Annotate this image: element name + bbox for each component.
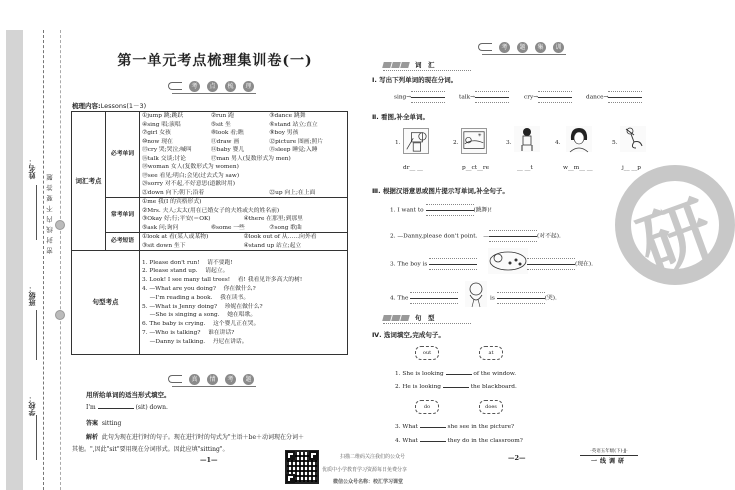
q4-sentence xyxy=(395,384,517,390)
word-item: ⑰man 男人(复数形式为 men) xyxy=(210,155,291,162)
phrase-item: ③sit down 坐下 xyxy=(142,242,186,249)
choice-cloud: out xyxy=(415,346,439,360)
answer-line[interactable] xyxy=(475,91,509,103)
table-row xyxy=(72,251,348,355)
answer-blank[interactable] xyxy=(420,427,446,428)
word-item: ⑦song 歌曲 xyxy=(269,224,302,231)
q4-sentence xyxy=(395,371,516,377)
sentence-text: 3. The boy is xyxy=(390,261,428,268)
cut-line xyxy=(60,30,61,490)
banner-exam-practice xyxy=(478,40,564,54)
summary-value: Lessons(1－3) xyxy=(100,102,147,110)
banner-underline xyxy=(172,93,256,94)
q3-sentence xyxy=(390,258,477,270)
sentence-item: 4. —What are you doing? 你在做什么? xyxy=(142,285,256,292)
sentence-text: 1. I want to xyxy=(390,207,424,214)
q1-item xyxy=(459,91,509,103)
sentence-text: 4. The xyxy=(390,295,409,302)
svg-text:✳: ✳ xyxy=(477,133,482,139)
answer-line[interactable] xyxy=(426,204,474,216)
word-hint: dr__ __ xyxy=(403,165,423,171)
sentence-item: 6. The baby is crying. 这个婴儿正在哭。 xyxy=(142,321,260,328)
phrase-item: ④stand up 站立;起立 xyxy=(243,242,302,249)
crying-baby-image xyxy=(465,281,487,307)
sentence-item: —Danny is talking. 丹尼在讲话。 xyxy=(142,338,248,345)
banner-char: 真 xyxy=(189,374,200,385)
watermark-icon: 研 xyxy=(627,185,725,290)
summary-line xyxy=(72,101,146,110)
tag-blocks-icon xyxy=(383,62,409,68)
q3-sentence xyxy=(390,292,458,304)
brand-block xyxy=(580,448,638,465)
word-item: ⑪draw 画 xyxy=(210,138,240,145)
pic-number: 2. xyxy=(453,140,459,146)
word-item: ㉒up 向上;在上面 xyxy=(269,189,316,196)
section-vocab xyxy=(383,60,471,69)
sentence-text: (对不起). xyxy=(537,233,561,240)
school-field[interactable] xyxy=(36,415,37,460)
brand-name: 一线调研 xyxy=(590,458,627,465)
word-item: ⑤sit 坐 xyxy=(210,121,231,128)
word-hint: __ __t xyxy=(517,165,533,171)
sentence-text: 2. —Danny,please don't point. — xyxy=(390,233,490,240)
word-item: ④there 在那里;到那里 xyxy=(243,216,303,222)
sentence-item: —She is singing a song. 她在唱歌。 xyxy=(142,312,257,319)
banner-char: 情 xyxy=(207,374,218,385)
school-label: 学校： xyxy=(28,395,36,416)
q4-sentence xyxy=(395,438,523,444)
banner-char: 题 xyxy=(517,42,528,53)
q4-sentence xyxy=(395,424,514,430)
sentence-text: is xyxy=(490,295,495,302)
analysis-text: 其他。",因此"sit"要用现在分词形式。因此应填"sitting"。 xyxy=(72,446,229,453)
answer-value: sitting xyxy=(101,420,122,427)
choice-cloud: does xyxy=(479,400,503,414)
q1-word: cry→ xyxy=(524,94,539,101)
section-title: 词 汇 xyxy=(415,61,435,69)
sentence-text: the blackboard. xyxy=(470,384,517,390)
word-item: ⑭baby 婴儿 xyxy=(210,147,245,153)
banner-arrow-icon xyxy=(478,43,492,51)
answer-blank[interactable] xyxy=(446,374,472,375)
qr-finder xyxy=(286,451,295,460)
choice-cloud: at xyxy=(479,346,503,360)
word-item: ①me 我(I 的宾格形式) xyxy=(142,199,202,205)
sentences-cell xyxy=(140,251,348,355)
knowledge-table xyxy=(71,111,348,355)
jumping-boy-image xyxy=(620,126,646,152)
binding-hole xyxy=(55,310,65,320)
table-row xyxy=(72,112,348,198)
must-words-cell xyxy=(140,112,348,198)
drawing-boy-image xyxy=(403,128,429,154)
phrase-item: ①look at 看(某人或某物) xyxy=(142,234,209,240)
seal-notice: 密封线内不要答题 xyxy=(46,170,54,254)
picture-image xyxy=(461,128,487,154)
word-item: ⑱woman 女人(复数形式为 women) xyxy=(142,164,239,170)
pic-number: 3. xyxy=(506,140,512,146)
sentence-text: she see in the picture? xyxy=(447,424,515,430)
tag-blocks-icon xyxy=(383,315,409,321)
exam-analysis xyxy=(86,432,304,441)
exam-question xyxy=(86,404,168,411)
sentence-item: 7. —Who is talking? 谁在讲话? xyxy=(142,329,235,336)
sentence-item: 2. Please stand up. 请起立。 xyxy=(142,268,229,275)
answer-line[interactable] xyxy=(497,292,545,304)
sentence-text: 1. She is looking xyxy=(395,371,444,377)
word-item: ③Okay 好;行;平安(＝OK) xyxy=(142,216,211,222)
answer-line[interactable] xyxy=(538,91,572,103)
brand-subtitle: ·英语五年级(下)·JJ· xyxy=(580,448,638,456)
exam-answer xyxy=(86,418,121,427)
section-title: 句 型 xyxy=(415,314,435,322)
word-item: ⑤ask 问;询问 xyxy=(142,224,179,231)
qr-finder xyxy=(286,474,295,483)
q2-title: Ⅱ. 看图,补全单词。 xyxy=(372,113,429,121)
answer-line[interactable] xyxy=(411,91,445,103)
sitting-girl-image xyxy=(514,126,540,152)
word-item: ⑥stand 站立;直立 xyxy=(269,121,318,128)
class-label: 班级： xyxy=(28,285,36,306)
word-item: ⑲see 看见;明白;会见(过去式为 saw) xyxy=(142,172,240,179)
banner-char: 点 xyxy=(207,81,218,92)
answer-blank[interactable] xyxy=(420,441,446,442)
table-row xyxy=(72,198,348,233)
word-item: ⑨boy 男孩 xyxy=(269,130,299,136)
sleeping-boy-image xyxy=(488,248,528,274)
banner-char: 训 xyxy=(553,42,564,53)
question-text: I'm xyxy=(86,404,96,411)
sentence-text: (现在). xyxy=(575,261,593,268)
sentence-text: 3. What xyxy=(395,424,418,430)
question-text: (sit) down. xyxy=(135,404,168,411)
banner-char: 考 xyxy=(189,81,200,92)
table-row xyxy=(72,233,348,251)
binding-strip xyxy=(6,30,23,490)
banner-char: 集 xyxy=(535,42,546,53)
page-number: —1— xyxy=(200,456,218,464)
word-item: ②run 跑 xyxy=(210,113,234,119)
q1-word: talk→ xyxy=(459,94,476,101)
common-words-cell xyxy=(140,198,348,233)
word-item: ⑧look 看;瞧 xyxy=(210,130,244,136)
word-item: ㉑down 向下;朝下;沿着 xyxy=(142,189,205,196)
name-label: 姓名： xyxy=(28,158,36,179)
word-hint: w__m__ __ xyxy=(563,165,593,171)
answer-line[interactable] xyxy=(429,258,477,270)
q3-sentence xyxy=(390,230,561,242)
word-item: ⑩now 现在 xyxy=(142,138,173,145)
word-item: ⑬cry 哭;哭泣;喊叫 xyxy=(142,147,192,153)
choice-cloud: do xyxy=(415,400,439,414)
qr-finder xyxy=(309,451,318,460)
word-item: ⑦girl 女孩 xyxy=(142,130,171,136)
answer-blank[interactable] xyxy=(98,408,134,409)
banner-char: 理 xyxy=(243,81,254,92)
footer-line: 扫描二维码关注我们的公众号 xyxy=(340,454,406,460)
vocab-category: 词汇考点 xyxy=(72,112,106,251)
banner-real-exam xyxy=(168,372,254,386)
word-item: ④sing 唱;演唱 xyxy=(142,121,181,128)
common-words-label: 常考单词 xyxy=(106,198,140,233)
binding-hole xyxy=(55,220,65,230)
banner-char: 考 xyxy=(225,374,236,385)
word-item: ⑯talk 交谈;讨论 xyxy=(142,155,186,162)
banner-arrow-icon xyxy=(168,82,182,90)
q1-word: sing→ xyxy=(394,94,412,101)
sentence-text: they do in the classroom? xyxy=(447,438,523,444)
answer-line[interactable] xyxy=(410,292,458,304)
phrases-cell xyxy=(140,233,348,251)
sentence-text: (哭). xyxy=(544,295,557,302)
sentence-item: 5. —What is Jenny doing? 珍妮在做什么? xyxy=(142,303,263,310)
seal-line xyxy=(43,30,44,490)
banner-underline xyxy=(482,54,566,55)
sentence-category: 句型考点 xyxy=(72,251,140,355)
word-item: ⑥some 一些 xyxy=(210,224,245,231)
page-title: 第一单元考点梳理集训卷(一) xyxy=(117,53,313,69)
q1-item xyxy=(394,91,445,103)
sentence-text: (跳舞)! xyxy=(473,207,492,214)
qr-code[interactable] xyxy=(285,450,319,484)
word-item: ①jump 跳;跳跃 xyxy=(142,113,184,119)
phrase-item: ②look out of 从……向外看 xyxy=(243,234,317,240)
banner-char: 梳 xyxy=(225,81,236,92)
exam-instruction: 用所给单词的适当形式填空。 xyxy=(86,391,171,399)
sentence-text: 4. What xyxy=(395,438,418,444)
word-item: ⑮sleep 睡觉;入睡 xyxy=(269,147,318,153)
must-words-label: 必考单词 xyxy=(106,112,140,198)
answer-blank[interactable] xyxy=(443,387,469,388)
q3-sentence xyxy=(490,292,557,304)
summary-label: 梳理内容: xyxy=(72,102,101,110)
pic-number: 5. xyxy=(612,140,618,146)
word-item: ⑫picture 图画;照片 xyxy=(269,138,324,145)
sentence-item: 1. Please don't run! 请不要跑! xyxy=(142,259,233,266)
q4-title: Ⅳ. 选词填空,完成句子。 xyxy=(372,331,445,339)
banner-char: 题 xyxy=(243,374,254,385)
answer-line[interactable] xyxy=(489,230,537,242)
pic-number: 4. xyxy=(555,140,561,146)
footer-line: 优质中小学教育学习资源每日免费分享 xyxy=(322,467,408,473)
q3-sentence xyxy=(390,204,492,216)
class-field[interactable] xyxy=(36,310,37,360)
page-number: —2— xyxy=(508,454,526,462)
footer-line: 微信公众号名称：校汇学习课堂 xyxy=(333,479,404,485)
phrases-label: 必考短语 xyxy=(106,233,140,251)
answer-line[interactable] xyxy=(527,258,575,270)
banner-arrow-icon xyxy=(168,375,182,383)
banner-underline xyxy=(172,386,256,387)
sentence-item: —I'm reading a book. 我在读书。 xyxy=(142,294,250,301)
answer-line[interactable] xyxy=(608,91,642,103)
banner-char: 考 xyxy=(499,42,510,53)
sentence-item: 3. Look! I see many tall trees! 看! 我看见许多高大的树! xyxy=(142,277,303,284)
word-hint: p__ct__re xyxy=(462,165,490,171)
q1-word: dance→ xyxy=(586,94,609,101)
word-item: ⑳sorry 对不起,不好意思(道歉时用) xyxy=(142,181,236,187)
sentence-text: 2. He is looking xyxy=(395,384,442,390)
word-item: ③dance 跳舞 xyxy=(269,113,306,119)
woman-image xyxy=(566,126,592,152)
q1-title: Ⅰ. 写出下列单词的现在分词。 xyxy=(372,76,458,84)
word-hint: j__ __p xyxy=(622,165,641,171)
name-field[interactable] xyxy=(36,185,37,240)
section-sentences xyxy=(383,313,471,322)
q1-item xyxy=(586,91,642,103)
banner-knowledge-review xyxy=(168,79,254,93)
q3-title: Ⅲ. 根据汉语意思或图片提示写单词,补全句子。 xyxy=(372,187,509,195)
sentence-text: of the window. xyxy=(473,371,517,377)
word-item: ②Mrs. 夫人;太太(用在已婚女子的夫姓或夫的姓名前) xyxy=(142,207,280,214)
q1-item xyxy=(524,91,572,103)
pic-number: 1. xyxy=(395,140,401,146)
answer-label: 答案 xyxy=(86,420,99,427)
analysis-label: 解析 xyxy=(86,434,99,441)
analysis-text: 此句为现在进行时的句子。现在进行时的句式为"主语＋be＋动词现在分词＋ xyxy=(101,434,304,441)
q3-sentence xyxy=(527,258,593,270)
